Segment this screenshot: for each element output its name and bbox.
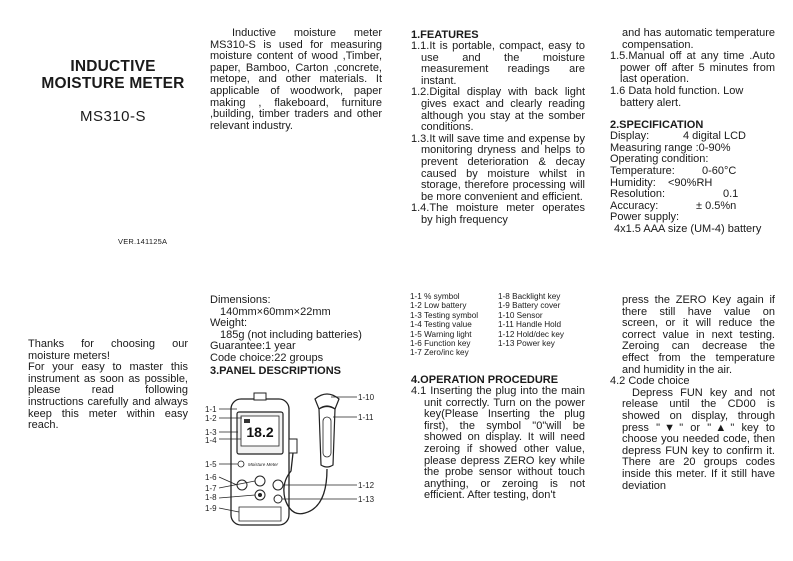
spec-row: Measuring range : 0-90% — [610, 141, 731, 154]
backlight-key-dot — [258, 493, 262, 497]
spec-row: Resolution: 0.1 — [610, 188, 739, 201]
dim-label: Dimensions: — [210, 294, 271, 306]
legend-item: 1-4 Testing value — [410, 320, 472, 330]
zero-key[interactable] — [255, 476, 265, 486]
operation-section — [411, 374, 585, 502]
panel-heading: 3.PANEL DESCRIPTIONS — [210, 364, 342, 377]
feature-item: 1.3.It will save time and expense by monitoring dryness and helps to prevent deterioration & decay caused by moisture whilst in storage, therefore processing will be more convenient and efficient. — [411, 132, 585, 203]
legend-item: 1-5 Warning light — [410, 329, 472, 339]
zeroing-continuation: press the ZERO Key again if there still have value on screen, or it will reduce the correct value in next testing. Zeroing can decrease the effect from the temperature and humidity in the air. — [622, 294, 775, 376]
legend-item: 1-2 Low battery — [410, 301, 467, 311]
power-supply-value: 4x1.5 AAA size (UM-4) battery — [614, 222, 762, 235]
warning-light-icon — [238, 461, 244, 467]
key-legend — [410, 292, 590, 358]
handle-grip — [323, 417, 331, 457]
diagram-label: 1-8 — [205, 493, 217, 502]
features-section — [411, 29, 585, 227]
spec-row: Accuracy: ± 0.5%n — [610, 199, 737, 212]
intro-text: Inductive moisture meter MS310-S is used for measuring moisture content of wood ,Timber, paper, Bamboo, Carton ,concrete, metope, and other materials. It applicable of woodwork, paper making , flakeboard, furniture ,building, timber traders and other relevant industry. — [210, 27, 382, 132]
thanks-body: For your easy to master this instrument as soon as possible, please read following instructions carefully and always keep this meter within easy reach. — [28, 361, 188, 432]
weight-value: 185g (not including batteries) — [220, 328, 362, 341]
diagram-label: 1-13 — [358, 495, 375, 504]
feature-item: 1.6 Data hold function. Low battery alert. — [610, 84, 744, 109]
sensor-plug — [289, 439, 297, 453]
diagram-label: 1-4 — [205, 436, 217, 445]
diagram-label: 1-2 — [205, 414, 217, 423]
feature-continuation: and has automatic temperature compensation. — [622, 27, 775, 51]
legend-item: 1-1 % symbol — [410, 292, 460, 301]
spec-heading: 2.SPECIFICATION — [610, 119, 704, 132]
plug-socket — [254, 393, 266, 400]
spec-row: Temperature: 0-60°C — [610, 164, 737, 177]
diagram-label: 1-5 — [205, 460, 217, 469]
key-legend-left — [410, 292, 498, 358]
legend-item: 1-12 Hold/dec key — [498, 329, 564, 339]
features-heading: 1.FEATURES — [411, 29, 479, 41]
zeroing-column — [610, 295, 775, 492]
manual-title — [28, 58, 198, 92]
dim-value: 140mm×60mm×22mm — [220, 305, 331, 318]
feature-item: 1.4.The moisture meter operates by high frequency — [411, 202, 585, 226]
thanks-line: Thanks for choosing our moisture meters! — [28, 338, 188, 362]
code-choice-text: Code choice:22 groups — [210, 351, 324, 364]
legend-item: 1-3 Testing symbol — [410, 310, 479, 320]
diagram-label: 1-12 — [358, 481, 375, 490]
diagram-label: 1-7 — [205, 484, 217, 493]
diagram-label: 1-1 — [205, 405, 217, 414]
function-key[interactable] — [237, 480, 247, 490]
operation-item: 4.1 Inserting the plug into the main unit correctly. Turn on the power key(Please Inserting the plug first), the symbol "0"will be showed on display. It will need zeroing if showed other value, please depress ZERO key while the probe sensor without touch anything, or zeroing is not efficient. After testing, don't — [411, 385, 585, 502]
key-legend-right — [498, 292, 586, 358]
diagram-label: 1-10 — [358, 393, 375, 402]
diagram-label: 1-3 — [205, 428, 217, 437]
model-name: MS310-S — [79, 108, 147, 125]
diagram-label: 1-6 — [205, 473, 217, 482]
thanks-paragraph — [28, 339, 188, 432]
meter-illustration — [205, 387, 385, 537]
battery-icon — [244, 419, 250, 423]
hold-key[interactable] — [273, 480, 283, 490]
spec-column — [610, 28, 775, 236]
legend-item: 1-13 Power key — [498, 339, 555, 349]
feature-item: 1.5.Manual off at any time .Auto power off after 5 minutes from last operation. — [610, 50, 775, 86]
power-key[interactable] — [274, 495, 282, 503]
code-choice-body: Depress FUN key and not release until the CD00 is showed on display, through press "▼" or "▲" key to choose you needed code, then depress FUN key to confirm it. There are 20 groups codes inside this meter. If it still have deviation — [622, 386, 775, 492]
dimensions-section — [210, 295, 390, 377]
lcd-reading: 18.2 — [246, 424, 274, 440]
spec-row: Humidity: <90%RH — [610, 176, 713, 189]
legend-item: 1-11 Handle Hold — [498, 320, 562, 330]
legend-item: 1-10 Sensor — [498, 310, 543, 320]
legend-item: 1-8 Backlight key — [498, 292, 561, 301]
panel-diagram — [205, 387, 385, 542]
diagram-label: 1-9 — [205, 504, 217, 513]
feature-item: 1.2.Digital display with back light gives exact and clearly reading although you stay at the somber conditions. — [411, 86, 585, 134]
spec-row: Display: 4 digital LCD — [610, 130, 746, 143]
intro-paragraph — [210, 28, 382, 132]
legend-item: 1-9 Battery cover — [498, 301, 561, 311]
legend-item: 1-6 Function key — [410, 339, 471, 349]
feature-item: 1.1.It is portable, compact, easy to use and the moisture measurement readings are instant. — [411, 40, 585, 87]
guarantee-text: Guarantee:1 year — [210, 340, 296, 353]
code-choice-heading: 4.2 Code choice — [610, 375, 690, 388]
spec-row: Power supply: — [610, 211, 680, 224]
diagram-label: 1-11 — [358, 413, 374, 422]
legend-item: 1-7 Zero/inc key — [410, 348, 469, 358]
spec-row: Operating condition: — [610, 153, 709, 166]
title-line-1: INDUCTIVE — [70, 58, 156, 75]
weight-label: Weight: — [210, 317, 248, 330]
spec-list — [610, 131, 775, 235]
operation-heading: 4.OPERATION PROCEDURE — [411, 374, 559, 386]
title-line-2: MOISTURE METER — [41, 75, 185, 92]
brand-label: Moisture Meter — [247, 462, 279, 467]
version-label: VER.141125A — [118, 237, 168, 246]
